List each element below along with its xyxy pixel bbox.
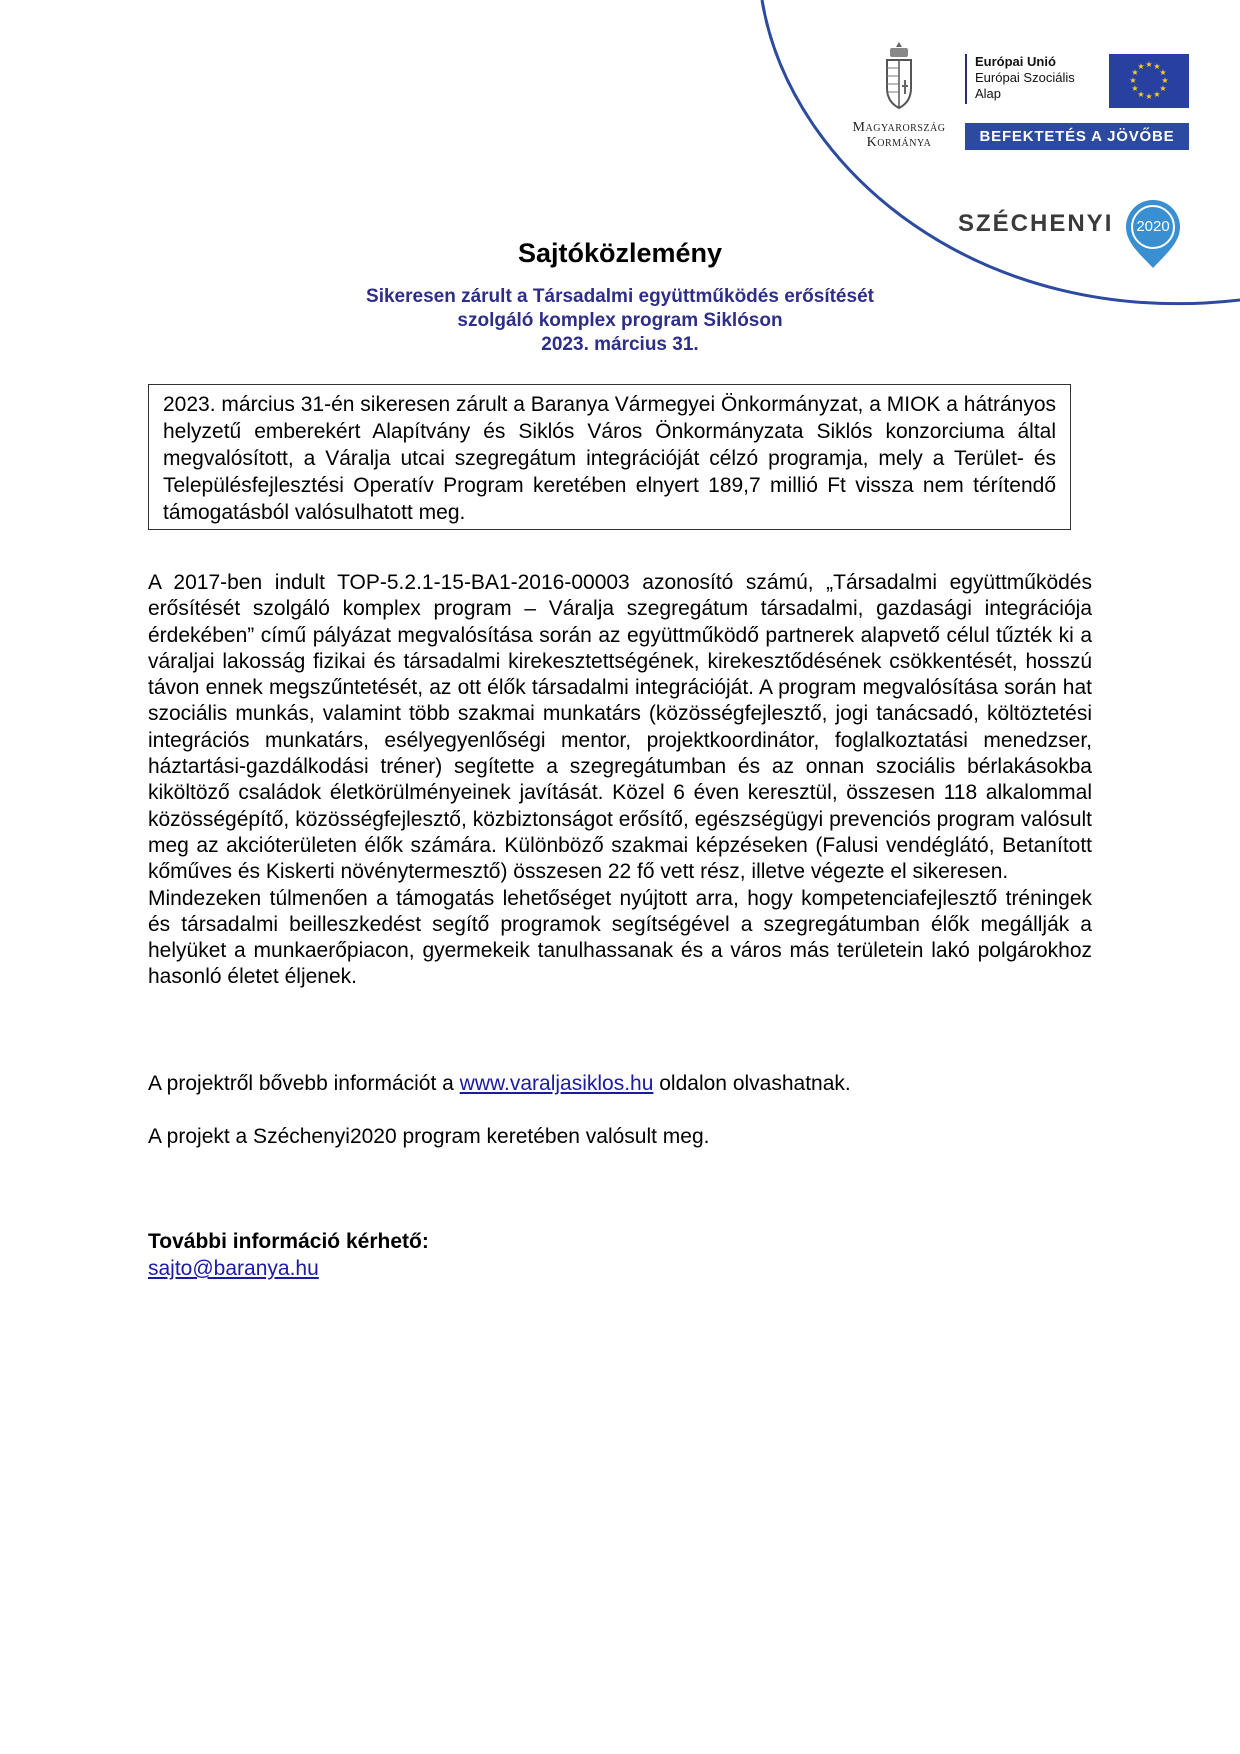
subtitle-line2: szolgáló komplex program Siklóson	[457, 310, 783, 331]
lead-box: 2023. március 31-én sikeresen zárult a Baranya Vármegyei Önkormányzat, a MIOK a hátrányos helyzetű emberekért Alapítvány és Siklós Város Önkormányzata Siklós konzorciuma által megvalósított, a Váralja utcai szegregátum integrációját célzó programja, mely a Terület- és Településfejlesztési Operatív Program keretében elnyert 189,7 millió Ft vissza nem térítendő támogatásból valósulhatott meg.	[148, 384, 1071, 530]
eu-logo	[965, 54, 1190, 150]
svg-text:★: ★	[1145, 60, 1153, 69]
info-line	[148, 1071, 851, 1097]
contact-email-line	[148, 1257, 319, 1281]
coat-of-arms-icon	[879, 40, 919, 112]
info-prefix: A projektről bővebb információt a	[148, 1072, 460, 1095]
program-note: A projekt a Széchenyi2020 program keretében valósult meg.	[148, 1125, 710, 1148]
svg-text:★: ★	[1159, 68, 1167, 77]
hungarian-government-logo	[838, 40, 960, 150]
eu-line2: Európai Szociális	[975, 70, 1075, 85]
paragraph-1: A 2017-ben indult TOP-5.2.1-15-BA1-2016-00003 azonosító számú, „Társadalmi együttműködés erősítését szolgáló komplex program – Váralja szegregátum társadalmi, gazdasági integrációja érdekében” című pályázat megvalósítása során az együttműködő partnerek alapvető célul tűzték ki a váraljai lakosság fizikai és társadalmi kirekesztettségének, kirekesztődésének csökkentését, hosszú távon ennek megszűntetését, az ott élők társadalmi integrációját. A program megvalósítása során hat szociális munkás, valamint több szakmai munkatárs (közösségfejlesztő, jogi tanácsadó, költöztetési integrációs munkatárs, esélyegyenlőségi mentor, projektkoordinátor, foglalkoztatási menedzser, háztartási-gazdálkodási tréner) segítette a szegregátumban és az onnan szociális bérlakásokba kiköltöző családok életkörülményeinek javítását. Közel 6 éven keresztül, összesen 118 alkalommal közösségépítő, közösségfejlesztő, közbiztonságot erősítő, egészségügyi prevenciós program valósult meg az akcióterületen élők számára. Különböző szakmai képzéseken (Falusi vendéglátó, Betanított kőműves és Kiskerti növénytermesztő) összesen 22 fő vett rész, illetve végezte el sikeresen.	[148, 571, 1092, 884]
contact-title: További információ kérhető:	[148, 1230, 429, 1253]
gov-logo-line1: Magyarország	[852, 120, 946, 135]
paragraph-2: Mindezeken túlmenően a támogatás lehetőséget nyújtott arra, hogy kompetenciafejlesztő tréningek és társadalmi beilleszkedést segítő programok segítségével a szegregátumban élők megállják a helyüket a munkaerőpiacon, gyermekeik tanulhassanak és a város más területein lakó polgárokhoz hasonló életet éljenek.	[148, 886, 1092, 989]
info-suffix: oldalon olvashatnak.	[653, 1072, 851, 1095]
svg-text:★: ★	[1161, 76, 1169, 85]
page-title: Sajtóközlemény	[517, 238, 723, 268]
eu-separator	[965, 54, 967, 104]
svg-text:★: ★	[1153, 90, 1161, 99]
project-website-link[interactable]: www.varaljasiklos.hu	[459, 1072, 654, 1095]
subtitle	[0, 285, 1240, 357]
contact-email-link[interactable]: sajto@baranya.hu	[148, 1257, 319, 1280]
eu-flag-icon	[1109, 54, 1189, 108]
szechenyi-text: SZÉCHENYI	[958, 210, 1114, 237]
svg-text:★: ★	[1129, 76, 1137, 85]
eu-banner: BEFEKTETÉS A JÖVŐBE	[965, 123, 1189, 150]
gov-logo-line2: Kormánya	[866, 135, 932, 150]
svg-text:★: ★	[1131, 68, 1139, 77]
subtitle-line1: Sikeresen zárult a Társadalmi együttműködés erősítését	[366, 286, 874, 307]
svg-text:★: ★	[1131, 84, 1139, 93]
svg-text:★: ★	[1137, 90, 1145, 99]
szechenyi-year: 2020	[1136, 218, 1170, 235]
eu-line3: Alap	[975, 86, 1002, 101]
svg-text:★: ★	[1153, 62, 1161, 71]
eu-line1: Európai Unió	[975, 54, 1056, 69]
release-date: 2023. március 31.	[541, 334, 699, 355]
svg-text:★: ★	[1137, 62, 1145, 71]
svg-text:★: ★	[1145, 92, 1153, 101]
svg-text:★: ★	[1159, 84, 1167, 93]
body-text	[148, 570, 1092, 991]
